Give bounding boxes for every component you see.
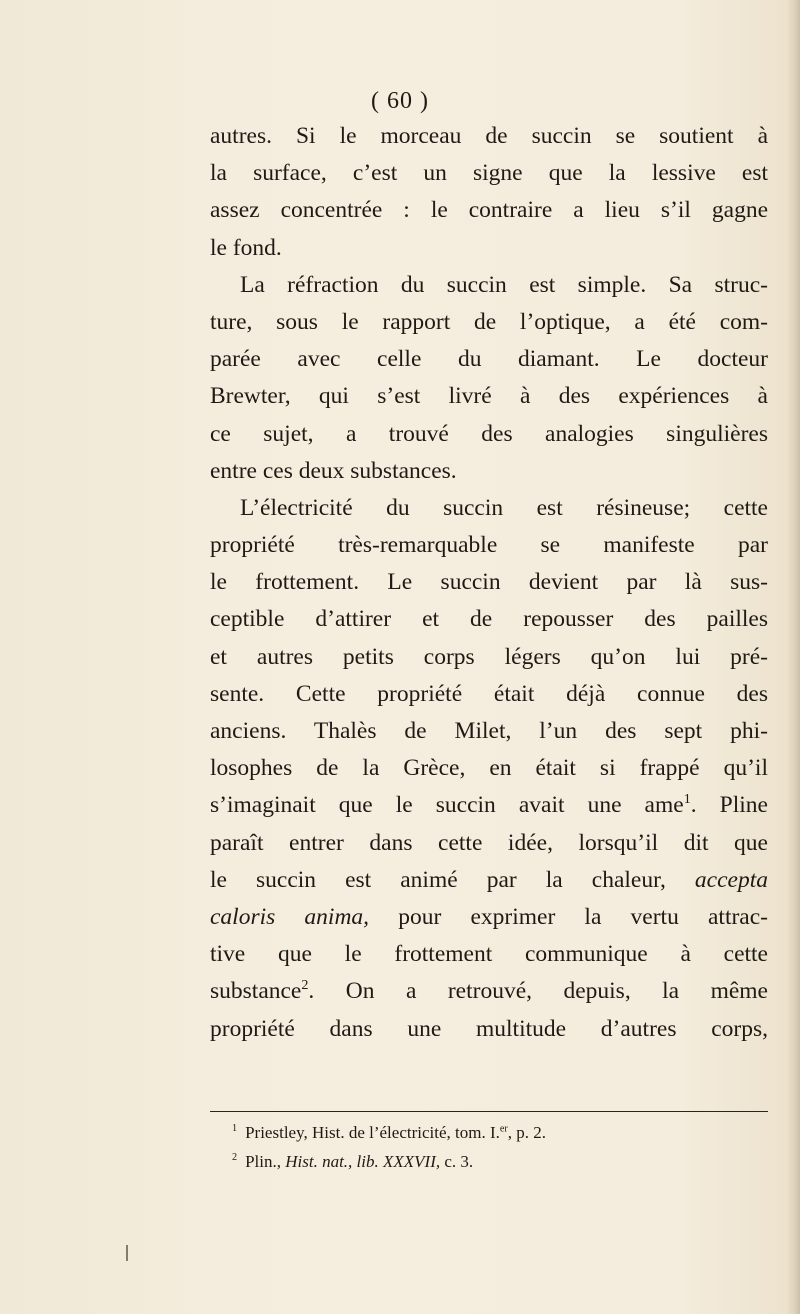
- text-line: la surface, c’est un signe que la lessive est: [210, 160, 768, 187]
- text-line: ture, sous le rapport de l’optique, a été com-: [210, 308, 768, 335]
- text-line: caloris anima, pour exprimer la vertu attrac-: [210, 903, 768, 930]
- text-line: substance$^2$. On a retrouvé, depuis, la même: [210, 977, 768, 1005]
- footnotes: [232, 1118, 768, 1176]
- text-line: entre ces deux substances.: [210, 457, 457, 484]
- text-line: ce sujet, a trouvé des analogies singulières: [210, 420, 768, 447]
- text-line: et autres petits corps légers qu’on lui pré-: [210, 643, 768, 670]
- text-line: autres. Si le morceau de succin se soutient à: [210, 123, 768, 149]
- body-text: [210, 118, 768, 1048]
- text-line: assez concentrée : le contraire a lieu s’il gagne: [210, 197, 768, 224]
- text-line: propriété dans une multitude d’autres corps,: [210, 1015, 768, 1042]
- text-line: le fond.: [210, 234, 282, 261]
- paragraph-start-line: La réfraction du succin est simple. Sa struc-: [240, 271, 768, 298]
- latin-phrase: accepta: [694, 866, 768, 893]
- page-edge-shadow: [786, 0, 800, 1314]
- footnote: $^1$ Priestley, Hist. de l’électricité, tom. I.$^{er}$, p. 2.: [232, 1123, 547, 1142]
- footnote-ref: 2: [301, 977, 309, 994]
- text-line: Brewter, qui s’est livré à des expériences à: [210, 383, 768, 410]
- text-line: le succin est animé par la chaleur, accepta: [210, 866, 768, 893]
- text-line: ceptible d’attirer et de repousser des pailles: [210, 606, 768, 633]
- footnote-ref: 1: [683, 791, 691, 808]
- latin-phrase: caloris anima,: [210, 903, 370, 930]
- text-line: le frottement. Le succin devient par là sus-: [210, 569, 768, 596]
- footnote-rule: [210, 1111, 768, 1112]
- text-line: tive que le frottement communique à cette: [210, 941, 768, 968]
- text-line: parée avec celle du diamant. Le docteur: [210, 346, 768, 373]
- text-line: losophes de la Grèce, en était si frappé qu’il: [210, 755, 768, 782]
- page-number-header: ( 60 ): [371, 88, 429, 114]
- footnote: $^2$ Plin., Hist. nat., lib. XXXVII, c. 3.: [232, 1152, 474, 1171]
- margin-mark: [126, 1245, 128, 1261]
- text-line: s’imaginait que le succin avait une ame$^1$. Pline: [210, 791, 768, 819]
- text-line: anciens. Thalès de Milet, l’un des sept phi-: [210, 718, 768, 744]
- text-line: propriété très-remarquable se manifeste par: [210, 532, 768, 559]
- text-line: sente. Cette propriété était déjà connue des: [210, 680, 768, 707]
- text-line: paraît entrer dans cette idée, lorsqu’il dit que: [210, 829, 768, 856]
- paragraph-start-line: L’électricité du succin est résineuse; cette: [240, 494, 768, 521]
